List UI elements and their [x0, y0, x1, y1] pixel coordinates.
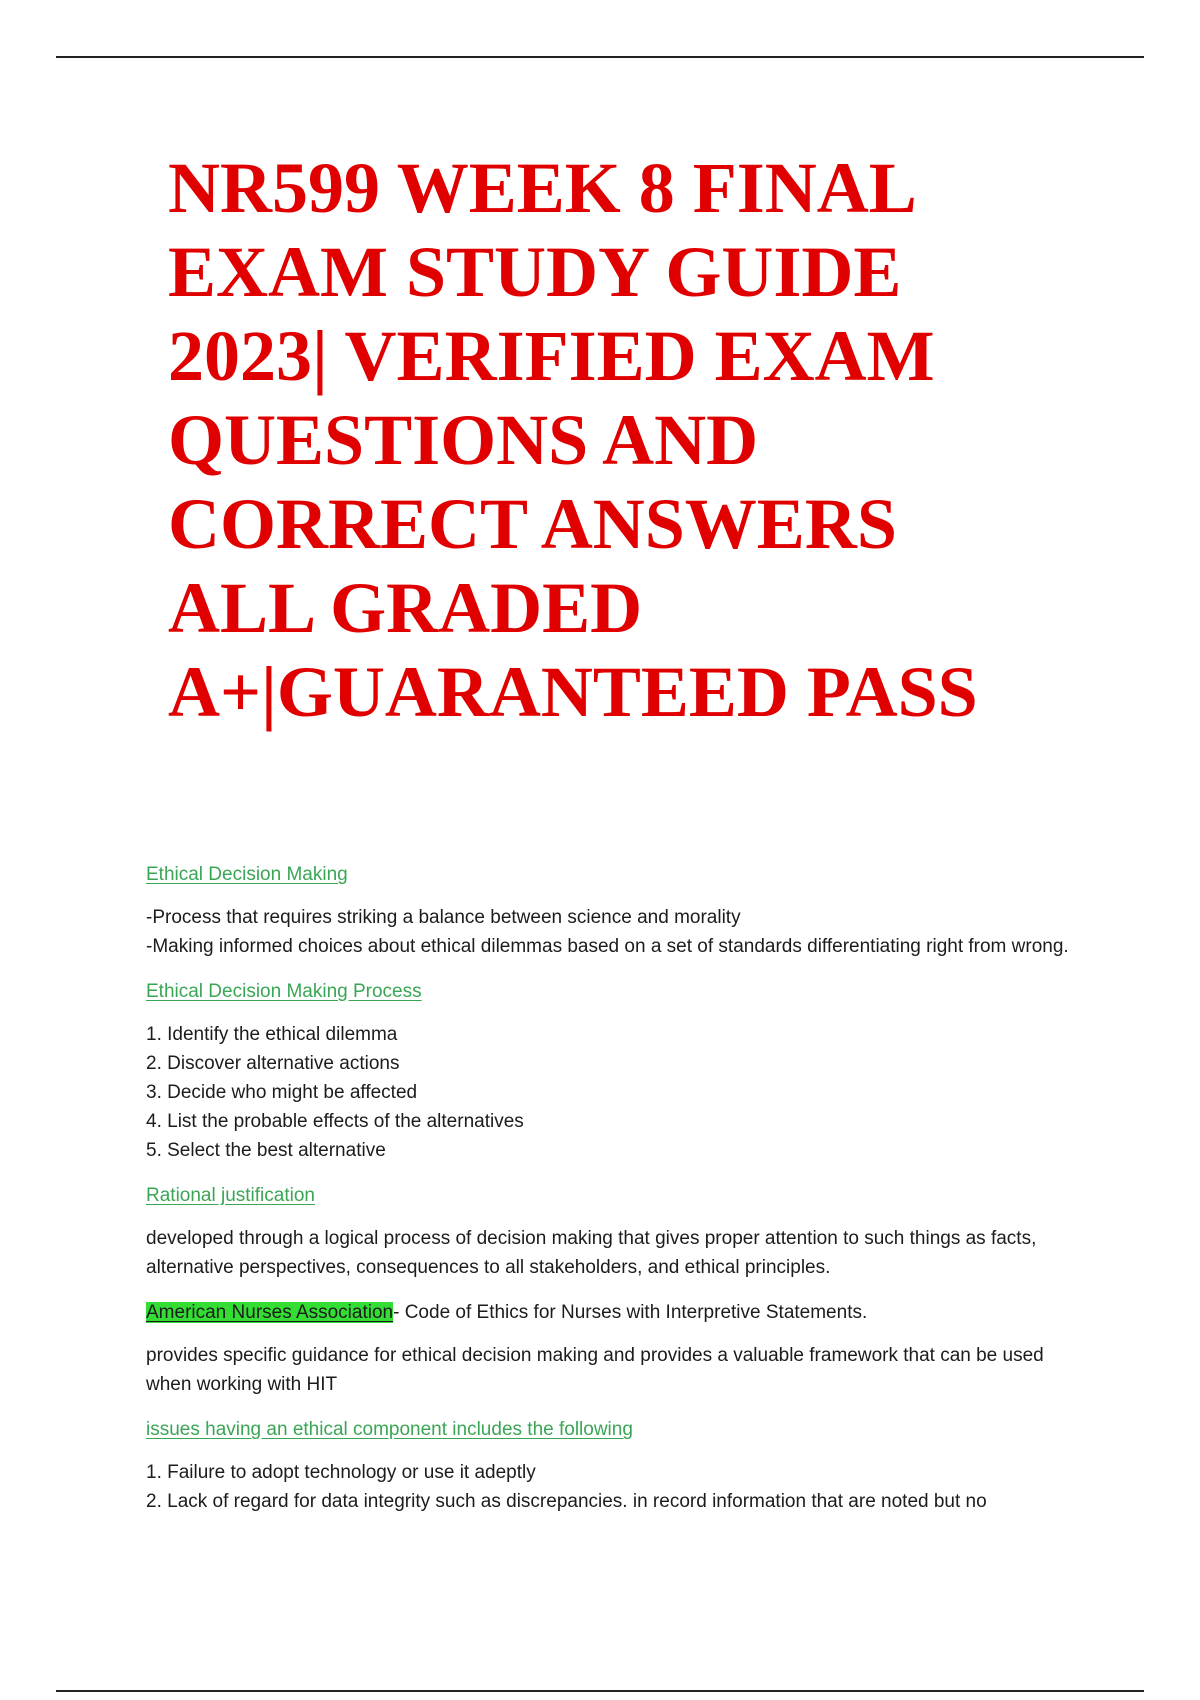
list-item: 2. Lack of regard for data integrity such as discrepancies. in record information that are noted but no: [146, 1491, 987, 1512]
term-rational-justification: Rational justification: [146, 1185, 315, 1206]
title-line: NR599 WEEK 8 FINAL: [168, 148, 917, 228]
ana-code-title: - Code of Ethics for Nurses with Interpretive Statements.: [393, 1302, 868, 1323]
definition-text: developed through a logical process of decision making that gives proper attention to such things as facts, alternative perspectives, consequences to all stakeholders, and ethical principles.: [146, 1228, 1037, 1278]
ana-heading-line: [146, 1298, 1086, 1327]
term-ethical-decision-making-process: Ethical Decision Making Process: [146, 981, 422, 1002]
section-ethical-issues: [146, 1415, 1086, 1516]
term-american-nurses-association: American Nurses Association: [146, 1302, 394, 1323]
title-line: 2023| VERIFIED EXAM: [168, 316, 935, 396]
title-line: CORRECT ANSWERS: [168, 484, 897, 564]
bottom-rule: [56, 1690, 1144, 1692]
title-line: ALL GRADED: [168, 568, 643, 648]
list-item: 1. Identify the ethical dilemma: [146, 1024, 398, 1045]
top-rule: [56, 56, 1144, 58]
section-rational-justification: [146, 1181, 1086, 1282]
list-item: 5. Select the best alternative: [146, 1140, 386, 1161]
list-item: 2. Discover alternative actions: [146, 1053, 400, 1074]
list-item: 4. List the probable effects of the alternatives: [146, 1111, 524, 1132]
section-american-nurses-association: [146, 1298, 1086, 1399]
section-ethical-decision-making: [146, 860, 1086, 961]
issues-list: [146, 1458, 1086, 1516]
document-title: [168, 146, 1128, 734]
list-item: 1. Failure to adopt technology or use it adeptly: [146, 1462, 536, 1483]
term-ethical-issues: issues having an ethical component includes the following: [146, 1419, 633, 1440]
definition-line: -Making informed choices about ethical dilemmas based on a set of standards differentiating right from wrong.: [146, 936, 1069, 957]
title-line: A+|GUARANTEED PASS: [168, 652, 978, 732]
definition-line: -Process that requires striking a balance between science and morality: [146, 907, 741, 928]
definition-text: [146, 903, 1086, 961]
term-ethical-decision-making: Ethical Decision Making: [146, 864, 348, 885]
steps-list: [146, 1020, 1086, 1165]
document-body: [146, 860, 1086, 1516]
list-item: 3. Decide who might be affected: [146, 1082, 418, 1103]
title-line: QUESTIONS AND: [168, 400, 759, 480]
section-ethical-decision-making-process: [146, 977, 1086, 1165]
title-line: EXAM STUDY GUIDE: [168, 232, 902, 312]
definition-text: provides specific guidance for ethical decision making and provides a valuable framework that can be used when working with HIT: [146, 1345, 1044, 1395]
